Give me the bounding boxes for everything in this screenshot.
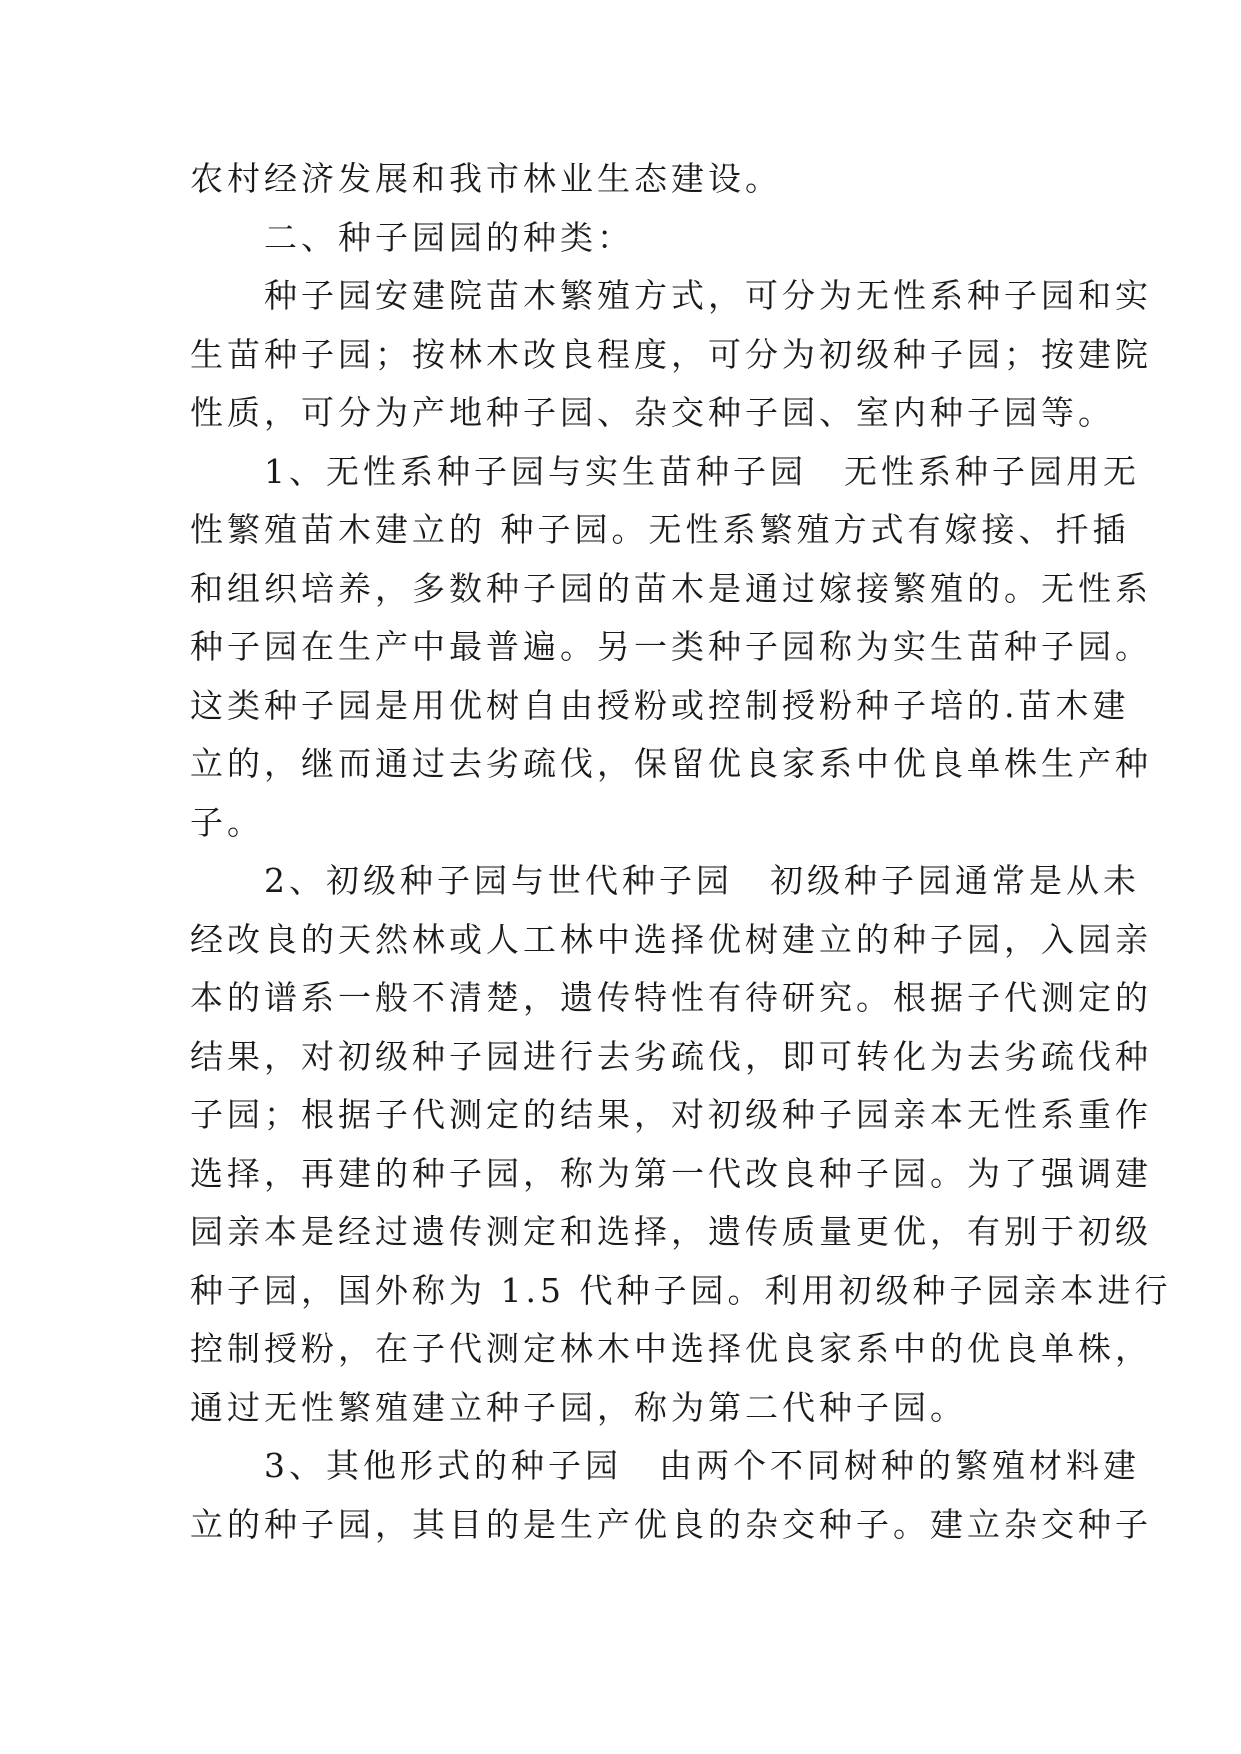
document-body (190, 150, 1172, 1554)
text-line: 生苗种子园；按林木改良程度，可分为初级种子园；按建院 (190, 334, 1152, 374)
text-line: 种子园在生产中最普遍。另一类种子园称为实生苗种子园。 (190, 627, 1152, 666)
text-line: 3、其他形式的种子园 由两个不同树种的繁殖材料建 (190, 1446, 1140, 1485)
text-line: 选择，再建的种子园，称为第一代改良种子园。为了强调建 (190, 1153, 1152, 1193)
text-line: 经改良的天然林或人工林中选择优树建立的种子园，入园亲 (190, 919, 1152, 959)
text-line: 性质，可分为产地种子园、杂交种子园、室内种子园等。 (190, 393, 1115, 432)
text-line: 通过无性繁殖建立种子园，称为第二代种子园。 (190, 1387, 967, 1427)
text-line: 和组织培养，多数种子园的苗木是通过嫁接繁殖的。无性系 (190, 568, 1152, 608)
text-line: 性繁殖苗木建立的 种子园。无性系繁殖方式有嫁接、扦插 (190, 510, 1130, 549)
text-line: 本的谱系一般不清楚，遗传特性有待研究。根据子代测定的 (190, 978, 1152, 1017)
text-line: 2、初级种子园与世代种子园 初级种子园通常是从未 (190, 861, 1140, 900)
text-line: 子。 (190, 802, 264, 842)
text-line: 这类种子园是用优树自由授粉或控制授粉种子培的.苗木建 (190, 685, 1130, 725)
text-line: 种子园，国外称为 1.5 代种子园。利用初级种子园亲本进行 (190, 1270, 1172, 1310)
text-line: 控制授粉，在子代测定林木中选择优良家系中的优良单株， (190, 1329, 1152, 1368)
text-line: 种子园安建院苗木繁殖方式，可分为无性系种子园和实 (190, 276, 1152, 315)
text-line: 园亲本是经过遗传测定和选择，遗传质量更优，有别于初级 (190, 1212, 1152, 1251)
text-line: 立的，继而通过去劣疏伐，保留优良家系中优良单株生产种 (190, 744, 1152, 783)
text-line: 农村经济发展和我市林业生态建设。 (190, 159, 782, 198)
text-line: 1、无性系种子园与实生苗种子园 无性系种子园用无 (190, 451, 1140, 491)
text-line: 结果，对初级种子园进行去劣疏伐，即可转化为去劣疏伐种 (190, 1036, 1152, 1076)
text-line: 子园；根据子代测定的结果，对初级种子园亲本无性系重作 (190, 1095, 1152, 1134)
section-heading: 二、种子园园的种类： (190, 217, 634, 257)
text-line: 立的种子园，其目的是生产优良的杂交种子。建立杂交种子 (190, 1504, 1152, 1544)
